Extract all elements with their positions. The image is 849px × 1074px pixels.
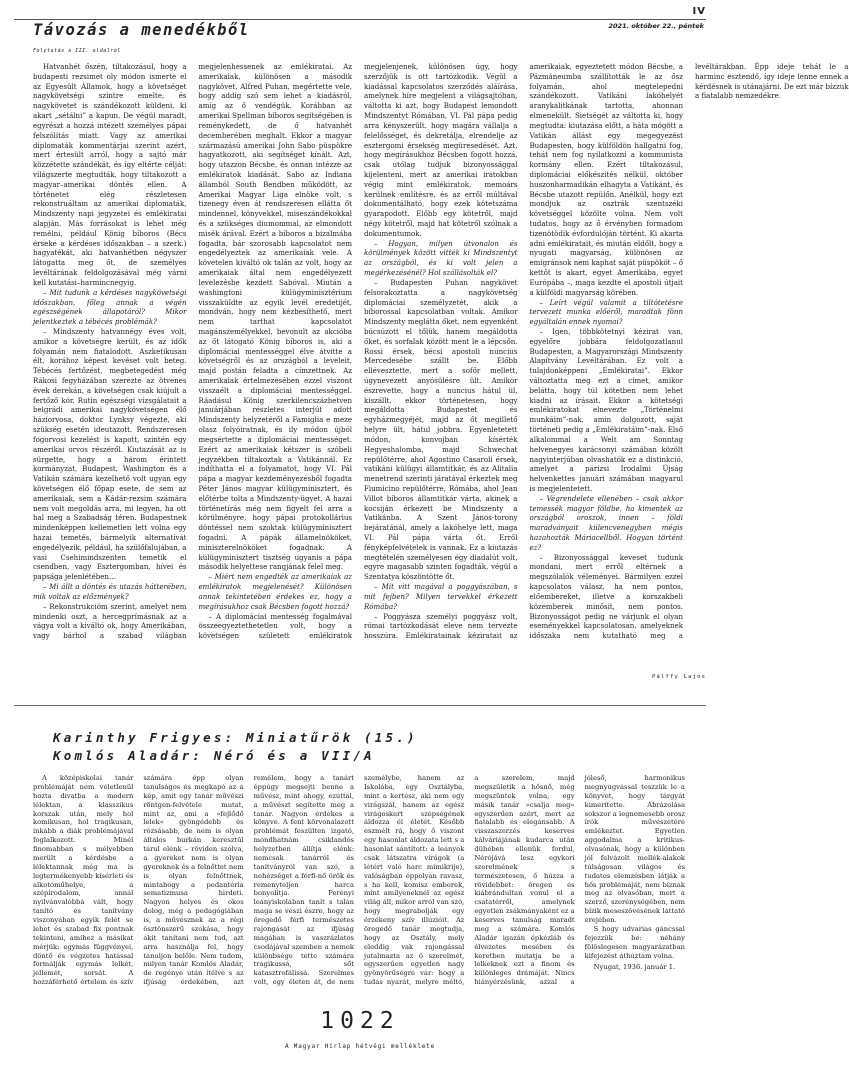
- paragraph: – Budapesten Puhan nagykövet felsorakoztatta a nagykövetség diplomáciai személyzetét, akik a bíborossal kapcsolatban voltak. Amikor Mindszenty meglátta őket, nem egyenként búcsúzott el tőlük, hanem megáldotta őket, és sorfalak között ment le a lépcsőn. Rossi érsek, bécsi apostoli nuncius Mercedesébe szállt be. Előbb ellévesztette, mert a sofőr mellett, úgynevezett anyósülésre ült. Amikor észrevette, hogy a nuncius hátul ül, kiszállt, ekkor történetesen, hogy megáldotta Budapestet és egyházmegyéjét, majd az őt megillető helyre ült, hátul jobbra. Egyenletetett módon, konvojban kísérték Hegyeshalomba, majd Schwechat repülőtérre, ahol Agostino Casaroli érsek, vatikáni külügyi államtitkár, és az Alitalia menetrend szerinti járatával érkeztek meg Fiumicino repülőtérre, Rómába, ahol Jean Villot bíboros államtitkár várta, akinek a kocsiján érkezett be Mindszenty a Vatikánba. A Szent János-torony bejáratánál, amely a lakóhelye lett, maga VI. Pál pápa várta őt. Erről fényképfelvételek is vannak. Ez a kiutazás megtételén személyesen égy diadalút volt, egyre magasabb szinten fogadták, végül a Szentatya köszöntötte őt.: [364, 277, 518, 582]
- supplement-number: 1022: [320, 1008, 400, 1034]
- feature-headline: Karinthy Frigyes: Miniatűrök (15.): [53, 730, 418, 745]
- interview-question: – Végrendelete ellenében – csak akkor temessék magyar földbe, ha kimentek az országból oroszok, innen – földi maradványait kiilencvenegyben mégis hazahozták Máriacellből. Hogyan történt ez?: [529, 493, 683, 552]
- top-rule: [14, 19, 706, 20]
- paragraph: – Poggyásza személyi poggyász volt, római tartózkodását eleve nem tervezte hosszúra. Emlékiratainak kéziratait az amerikaiak, egyeztetett módon Bécsbe, a Pázmáneumba szállították le az ősz folyamán, ahol megtelepedni szándékozott. Vatikáni lakóhelyét aranykalitkának tartotta, ahonnan elmenekült. Sietségét az váltotta ki, hogy megtudta: kiutazása előtt, a háta mögött a Vatikán állást egy megegyezést Budapesten, hogy külföldön hallgatni fog, tehát nem fog nyilatkozni a kommunista kormány ellen. Ezért tiltakozásul, diplomáciai előkészítés nélkül, október huszonharmadikán elhagyta a Vatikánt, és Bécsbe utazott repülőn. Anélkül, hogy ezt mondjuk az osztrák szentszéki követséggel közölte volna. Nem volt tudatos, hogy az ő érvényben formadom tizenötödik évfordulóján történt. Ki akarta adni emlékiratait, és miután eldőlt, hogy a nyugati magyarság, különösen az emigránsok nem kaphat saját püspököt – ő kettőt is akart, egyet Amerikába, egyet Európába –, maga kezdte el apostoli útjait a külföldi magyarság körében.: [364, 62, 683, 641]
- interview-question: – Mit vitt magával a poggyászában, s mit fejben? Milyen tervekkel érkezett Rómába?: [364, 582, 518, 611]
- article-title: Távozás a menedékből: [33, 21, 250, 39]
- paragraph: – Bizonyossággal keveset tudunk mondani, mert erről eltérnek a megszólalók véleményei. Bármilyen ezzel kapcsolatos válasz, ha nem pontos, előembereket, illetve a korszakbeli közemberek minősít, nem pontos. Bizonyosságot pedig ne várjunk el olyan eseményekkel kapcsolatosan, amelyeknek időszaka nem kutatható meg a levéltárakban. Épp ideje tehát le a harminc esztendő, így ideje lenne ennek a kérdésnek is utánajárni. De ezt már bízzuk a fiatalabb nemzedékre.: [529, 62, 849, 641]
- article-body: [33, 62, 849, 646]
- paragraph: Hatvanhét őszén, tiltakozásul, hogy a budapesti rezsimet oly módon ismerte el az Egyesült Államok, hogy a követséget nagykövetségi szintre emelte, és nagykövetet is szándékozott küldeni, ki akart „sétálni” a kapun. De végül maradt, egyrészt a hozzá intézett személyes pápai felszólítás miatt. Vagy az amerikai diplomaták kommentárjai szerint azért, mert értesült arról, hogy a sajtó már közzétette szándékát, és így eltérte célját: világszerte megtudták, hogy tiltakozott a magyar–amerikai döntés ellen. A történetet elég részletesen rekonstruáltam az amerikai diplomaták, Mindszenty napi jegyzetei és emlékiratai alapján. Más forrásokat is lehet még remélni, például König bíboros (Bécs érseke a kérdéses időszakban – a szerk.) hagyatékát, aki hatvanhétben négyszer látogatta meg őt, de személyes levéltárának feldolgozásával még várni kell kutatási–harmincnegyig.: [33, 62, 187, 287]
- continued-note: Folytatás a III. oldalról: [33, 48, 121, 54]
- interview-question: – Mit tudunk a kérdéses nagykövetségi időszakban, főleg annak a végén egészségének állapotáról? Mikor jelentkeztek a tébécés problémák?: [33, 287, 187, 327]
- review-body: [33, 774, 685, 989]
- paragraph: – Rekonstrukcióm szerint, amelyet nem mindenki oszt, a hercegprímásnak az a vágya volt a kiváltó ok, hogy Amerikában, vagy bárhol a szabad világban megjelenhessenek az emlékiratai. Az amerikaiak, különösen a második nagykövet, Alfred Puhan, megértette vele, hogy addig szó sem lehet a kiadásról, amíg az ő vendégük. Korábban az amerikai Spellman bíboros segítségében is reménykedett, de ő hatvanhét decemberében meghalt. Ekkor a magyar származású amerikai John Sabo püspökre hagyatkozott, aki segítséget kínált. Azt, hogy utazzon Bécsbe, és onnan intézze az emlékiratok kiadását. Sabo az Indiana államból South Bendben működött, az Amerikai Magyar Liga elnöke volt, s tizenegy éven át rendszeresen ellátta őt mindennel, könyvekkel, miseszándékokkal és a szükséges diumommal, az elmondott misék árával. Ezért a bíboros a bizalmába fogadta, bár szorosabb kapcsolatot nem engedélyeztek az amerikaiak vele. A követelen kiváltó ok talán az volt, hogy az amerikaiak által nem engedélyezett levelezésbe kezdett Sabóval. Miután a washingtoni külügyminisztérium visszaküldte az egyik levél eredetijét, mondván, hogy nem kézbesíthető, mert nem tarthat kapcsolatot magánszemélyekkel, bevonult az akcióba az őt látogató König bíboros is, aki a diplomáciai mentességgel élve átvitte a követségről és az országból a leveleit, majd postán feladta a címzettnek. Az amerikaiak értelmezésében ezzel viszont visszaélt a diplomáciai mentességgel. Ráadásul König szerkilencszázhetven januárjában részletes interjút adott Mindszenty helyzetéről a Famiglia e meze olasz folyóiratnak, és ily módon újból megsértette a diplomáciai mentességet. Ezért az amerikaiak kétszer is szóbeli jegyzékben tiltakoztak a Vatikánnál. Ez indíthatta el a folyamatot, hogy VI. Pál pápa a magyar kezdeményezésből fogadta Péter János magyar külügyminisztert, és előtérbe tolta a Mindszenty-ügyet. A hazai történetírás még nem figyelt fel arra a körülményre, hogy pápai protokollárius döntéssel nem szoktak külügyminisztert fogadni. A pápák államelnököket, miniszterelnököket fogadnak. A külügyminisztert tisztség ugyanis a pápa második helyettese rangjának felel meg.: [33, 62, 352, 641]
- paragraph: A középiskolai tanár problémáját nem véletlenül hozta divatba a modern lélektan, a klasszikus korszak után, mely hol komikusan, hol tragikusan, inkább a diák problémájával foglalkozott. Minél finomabban s mélyebben merült a kérdésbe a lélektannak még ma is legtermékenyebb kísérleti és alkotóműhelye, a szépirodalom, annál nyilvánvalóbbá vált, hogy tanító és tanítvány viszonyában egyik felét se lehet és szabad fix pontnak tekinteni, amihez a másikat mérjük: egymás függvényei, döntő és végzetes hatással formálják egymás lelkét, jellemét, sorsát. A hozzáférhető értelem és szív számára épp olyan tanulságos és megkapó az a kép, amit egy tanár művészi röntgen-felvétele mutat, mint az, ami a »fejlődő lelek« gyöngédebb és rózsásabb, de nem is olyan általos burkán keresztül tárul elénk – röviden szólva, a gyereket nem is olyan gyereknek és a felnőttet nem is olyan felnőttnek, mintahogy a pedantéria sematizmusa hirdeti. Nagyon helyes és okos dolog, még a pedagógiában is, a művésznek az a régi ösztönszerű szokása, hogy akit tanítani nem tud, azt arra használja fel, hogy tanuljon belőle. Nem tudom, milyen tanár Komlós Aladár, de regénye után ítélve s az ifjúság érdekében, azt remélem, hogy a tanárt éppúgy megsejti benne a művész, mint ahogy, ezúttal, a művészt segítette meg a tanár. Nagyon érdekes a könyve. A fent körvonalazott problémát feszülten izgató, mondhatnám csiklandós helyzetben állítja elénk: nemcsak tanárról és tanítványról van szó, a nehézséget a férfi-nő örök és remenyteljen harca bonyolítja. Perényi leányiskolában tanít s talán maga se veszi észre, hogy az öregedő férfi természetes rajongását az ifjúság magában is vaszrázlatos csodájával szemben a nemek különbsége tette számára tragikussá, sőt katasztrofálissá. Szerelmes volt, egy életen át, de nem személybe, hanem az Iskolába, egy Osztályba, mint a kertész, aki nem egy virágszál, hanem az egész virágoskert szépségének áldozza él életét. Később eszmélt rá, hogy ő viszont egy hasonlat áldozata lett s a hasonlat sántított: a leányok csak látszatra virágok (a létért való harc mimikrije), valóságban éppolyan ravasz, s ha kell, komisz emberek, mint amilyeneknél az egész világ áll, mikor arról van szó, hogy megrabolják egy érzékeny szív illúzióit. Az öregedő tanár megtudja, hogy az Osztály, mely eleddig vak rajongással jutalmazta az ő szerelmét, egyszerűen egyetlen nagy gyönyörűségre vár: hogy a tudás nyarát, melyre méltó, a szerelem, majd megszületik a hősnő, még megszüntek volna, egy másik tanár »csalja meg« egyszerűen azért, mert az fiatalabb és elegánsabb. A visszaszerzés keserves kálváriájának kudarca után dühében ellenük fordul, Nérójává lesz egykori szerelmének s természetesen, ő húzza a rövidebbet: öregen és kiábrándultan vonul el a csatatérről, amelynek egyetlen zsákmányaként ez a keserves tanulság maradt meg a számára. Komlós Aladár igazán épkézláb és élvezetes mesében és keretben mutatja be a lelkeknek ezt a finom és különleges drámáját. Nincs hiányérzésünk, azzal a jóleső, harmonikus megnyugvással teszzük le a könyvet, hogy tárgyát kimerítette. Ábrázolása sokszor a legnemesebb orosz írók művészetére emlékeztet. Egyetlen aggodalma a kritikus-olvasónak, hogy a különben jól felvázolt mellék-alakok túlságosan világos és tudatos elemzésben látják a hős problémáját, nem bíznak meg az olvasóban, mert a szerző, szerénységében, nem bízik meseszövésének láttató erejében.: [33, 774, 685, 987]
- dateline: Nyugat, 1936. január 1.: [593, 963, 676, 972]
- paragraph: – A diplomáciai mentesség fogalmával összeegyeztethetetlen volt, hogy a követségen született emlékiratok megjelenjenek, különösen úgy, hogy szerzőjük is ott tartózkodik. Végül a kiadással kapcsolatos szerződés aláírása, amelynek híre megjelent a világsajtóban, váltotta ki azt, hogy Budapest lemondott Mindszentyt Rómában, VI. Pál pápa pedig arra kényszerült, hogy magára vállalja a felelősséget, és dekretálja, elrendelje az esztergomi érsekség megüresedését. Azt, hogy megírásukhoz Bécsben fogott hozzá, csak utólag tudjuk bizonyossággal kijelenteni, mert az amerikai iratokban végig mint emlékiratok, memoárs kerülnek említésre, és az erről múltával dokumentálható, hogy ezek kötetszáma gyarapodott. Előbb egy kötetről, majd négy kötetről, majd hat kötetről szólnak a dokumentumok.: [198, 62, 518, 641]
- supplement-caption: A Magyar Hírlap hétvégi melléklete: [284, 1043, 436, 1050]
- section-divider: [14, 705, 706, 706]
- paragraph: – Mindszenty hatvannégy éves volt, amikor a követségre került, és az idők folyamán nem fiatalodott. Aszketikusan élt, korához képest kevéset volt beteg. Tébécés fertőzést, megbetegedést még Rákosi fegyházában szerezte az ötvenes évek derekán, a követségen csak kiújult a fertőző kór. Rutin egészségi vizsgálatait a belgrádi amerikai nagykövetségen élő háziorvosa, doktor Lynksy végezte, aki szükség esetén ideutazott. Rendszeresen fogorvosi kezelést is kapott, szintén egy amerikai orvos részéről. Kiutazását az is sürgette, hogy a három érintett kormányzat, Budapest, Washington és a Vatikán számára kezelhető volt ugyan egy követségen élő főpap esete, de sem az amerikaiak, sem a Kádár-rezsim számára nem volt megoldás arra, mi legyen, ha ott hal meg a Szabadság téren. Budapestnek mindenképpen kellemetlen lett volna egy hazai temetés, bármelyik alternatívát engedélyezik, például, ha szülőfalujában, a vasi Csehimindszenten temetik el csendben, vagy Esztergomban, hívei és papsága jelenlétében…: [33, 326, 187, 582]
- paragraph: S hogy udvarias gáncssal fejezzük be: néhány fölöslegesen magyarázatban kifejezést áthúztam volna.: [584, 924, 685, 960]
- feature-subheadline: Komlós Aladár: Néró és a VII/A: [53, 748, 375, 763]
- interview-question: – Hogyan, milyen útvonalon és körülmények között vitték ki Mindszentyt az országból, és ki volt jelen a megérkezésénél? Hol szállásolták el?: [364, 238, 518, 278]
- author-signature: Pálffy Lajos: [652, 674, 707, 680]
- page-number: IV: [692, 6, 706, 17]
- interview-question: – Mi állt a döntés és utazás hátterében, mik voltak az előzmények?: [33, 582, 187, 601]
- interview-question: – Miért nem engedték az amerikaiak az emlékiratok megjelenését? Különösen annak tekintetében érdekes ez, hogy a megírásukhoz csak Bécsben fogott hozzá?: [198, 572, 352, 611]
- interview-question: – Leírt végül valamit a tiltótetésre tervezett munka előéről, maradtak fönn egyáltalán ennek nyomai?: [529, 297, 683, 327]
- paragraph: – Igen, többkötetnyi kézirat van, egyelőre jobbára feldolgozatlanul Budapesten, a Magyarországi Mindszenty Alapítvány Levéltárában. Ez volt a tulajdonképpeni „Emlékiratai”. Ekkor változtatta meg ezt a címet, amikor belátta, hogy túl kötetben nem lehet kiadni az írásait. Ekkor a kötetségi emlékiratokat elnevezte „Történelmi munkáim”-nak, amin dolgozott, saját történeti pedig a „Emlékiratáim”-nak. Első alkalommal a Welt am Sonntag helvenegyes karácsonyi számában közölt nagyinterjúban olvashatók ez a distinkció, amelyet a párizsi Irodalmi Újság helvenkettes januári számában magyarul is megjelentetett.: [529, 326, 683, 493]
- issue-date: 2021. október 22., péntek: [608, 22, 704, 30]
